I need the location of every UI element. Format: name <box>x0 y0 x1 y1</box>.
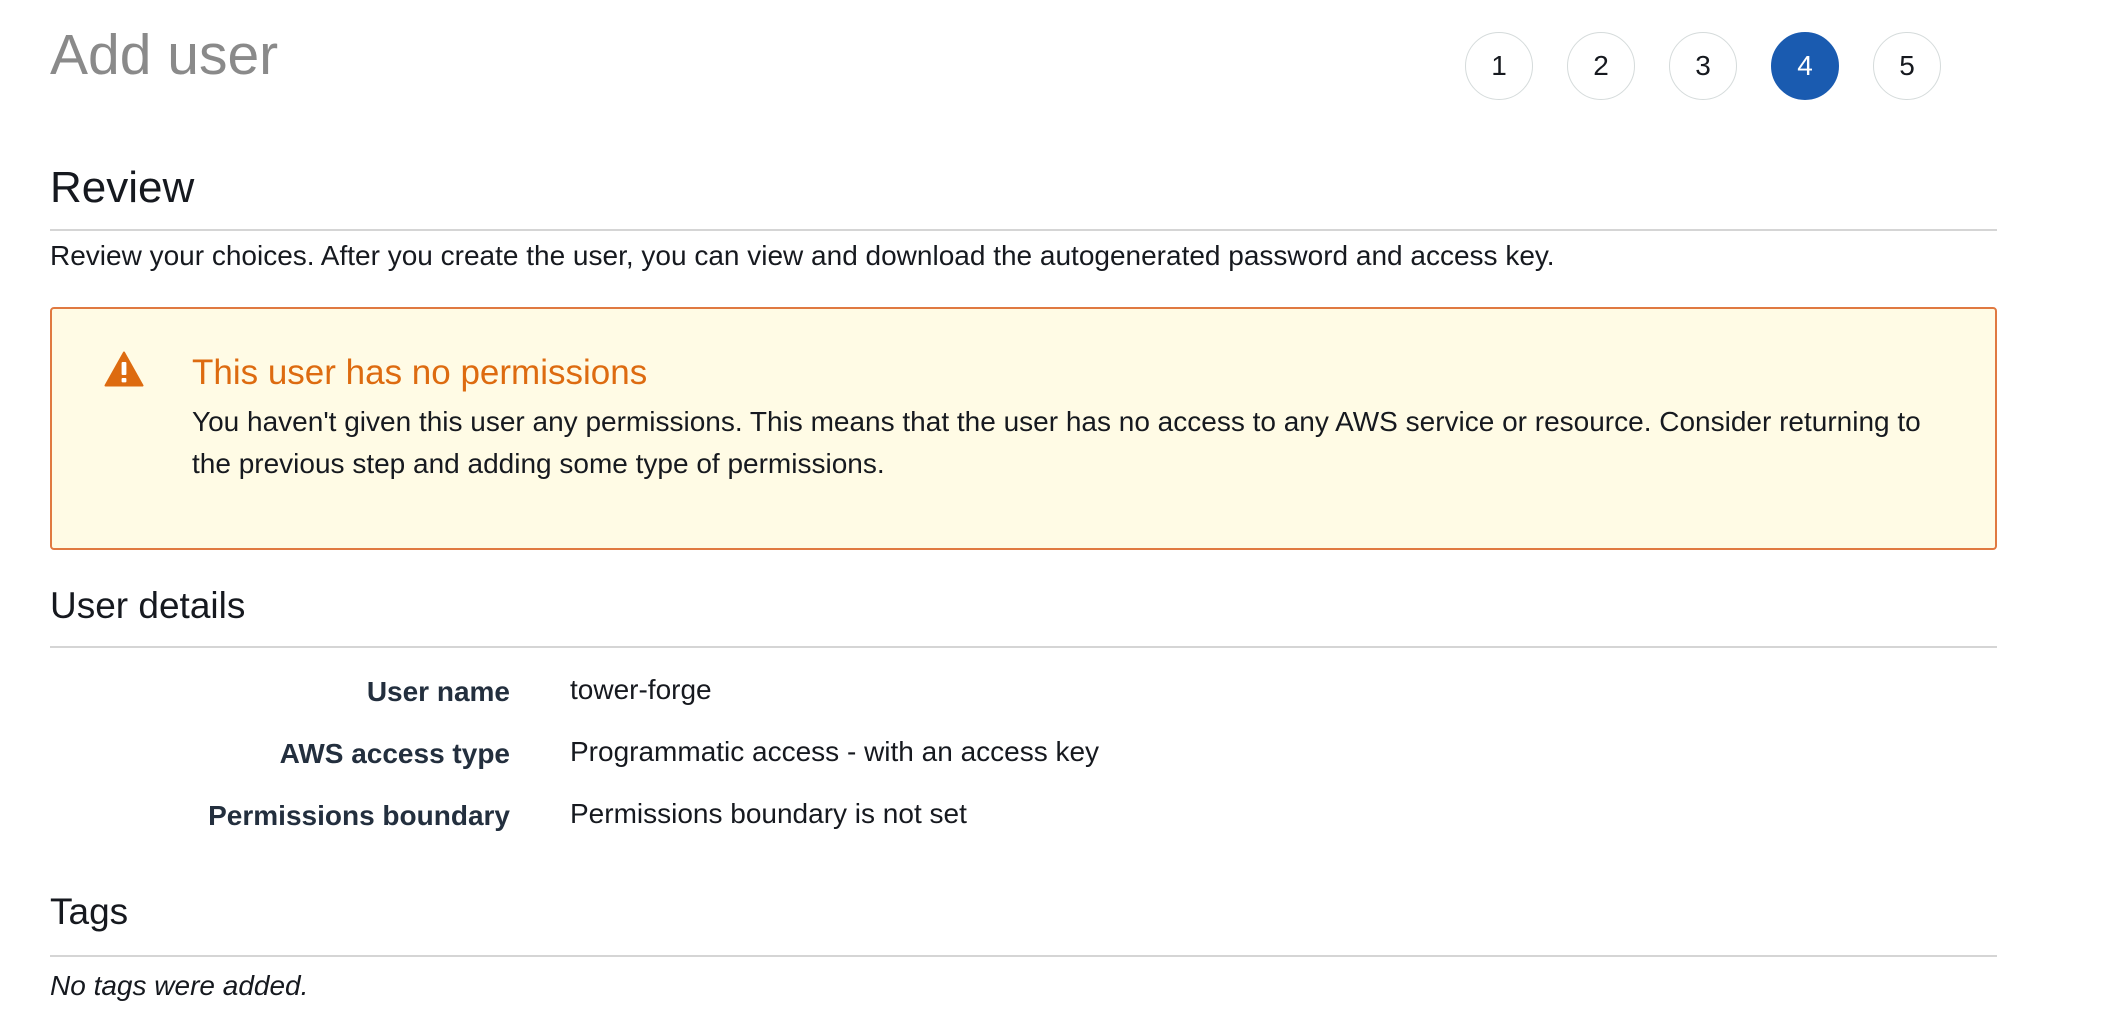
review-divider <box>50 229 1997 231</box>
user-details-divider <box>50 646 1997 648</box>
user-details-heading: User details <box>50 585 246 626</box>
detail-row-user-name <box>50 672 1950 712</box>
step-1-button[interactable]: 1 <box>1465 32 1533 100</box>
tags-heading: Tags <box>50 891 129 932</box>
detail-label: AWS access type <box>279 738 510 769</box>
detail-label: Permissions boundary <box>208 800 510 831</box>
tags-divider <box>50 955 1997 957</box>
alert-message: You haven't given this user any permissions. This means that the user has no access to any AWS service or resource. Consider returning to the previous step and adding some type of permissions. <box>192 406 1921 479</box>
detail-row-permissions-boundary <box>50 796 1950 836</box>
detail-label: User name <box>366 676 510 707</box>
step-3-button[interactable]: 3 <box>1669 32 1737 100</box>
step-2-button[interactable]: 2 <box>1567 32 1635 100</box>
review-description: Review your choices. After you create the user, you can view and download the autogenerated password and access key. <box>50 240 1555 271</box>
detail-row-access-type <box>50 734 1950 774</box>
warning-triangle-icon <box>104 351 144 387</box>
detail-value: Permissions boundary is not set <box>570 798 967 829</box>
detail-value: Programmatic access - with an access key <box>570 736 1100 767</box>
step-5-button[interactable]: 5 <box>1873 32 1941 100</box>
page-title: Add user <box>50 23 279 87</box>
wizard-steps <box>1465 32 1941 100</box>
no-permissions-alert <box>50 307 1997 550</box>
tags-empty-message: No tags were added. <box>50 970 309 1001</box>
review-heading: Review <box>50 163 195 212</box>
step-4-button[interactable]: 4 <box>1771 32 1839 100</box>
alert-title: This user has no permissions <box>192 353 648 392</box>
detail-value: tower-forge <box>570 674 712 705</box>
